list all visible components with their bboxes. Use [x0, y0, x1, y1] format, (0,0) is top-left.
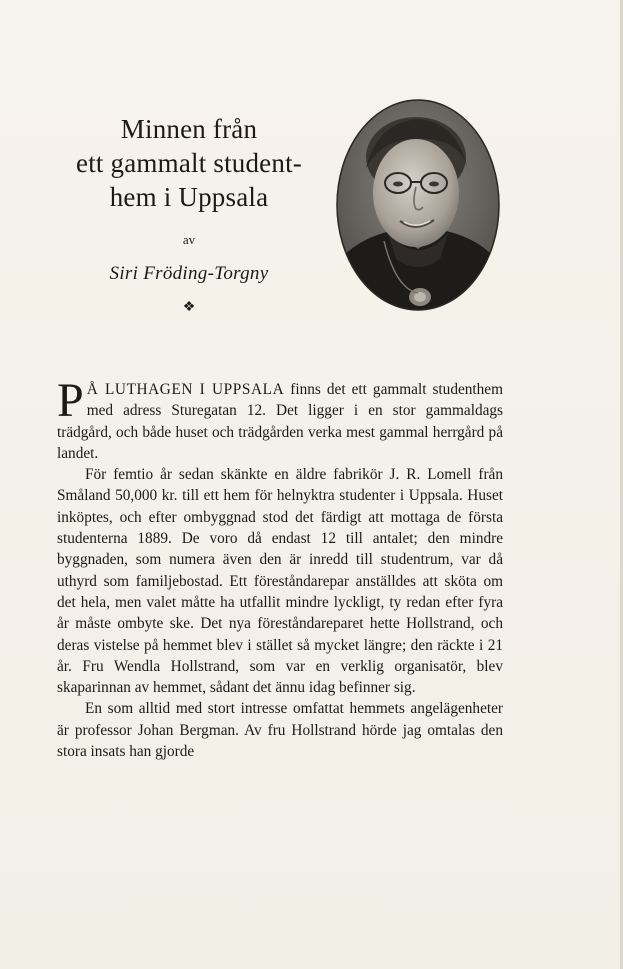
- paragraph-1: [57, 374, 503, 464]
- title-line-3: hem i Uppsala: [109, 182, 269, 212]
- ornament-icon: ❖: [182, 300, 196, 315]
- paragraph-1-text: finns det ett gammalt studenthem med adress Sturegatan 12. Det ligger i en stor gammaldags trädgård, och både huset och trädgården verka mest gammal herrgård på landet.: [57, 381, 503, 462]
- paragraph-2: För femtio år sedan skänkte en äldre fabrikör J. R. Lomell från Småland 50,000 kr. till ett hem för helnyktra studenter i Uppsala. Huset inköptes, och efter ombyggnad stod det färdigt att mottaga de första studenterna 1889. De voro då endast 12 till antalet; den mindre byggnaden, som numera även den är inredd till studentrum, var då uthyrd som familjebostad. Ett föreståndarepar anställdes att sköta om det hela, men valet måtte ha utfallit mindre lyckligt, ty redan efter fyra år måste ombyte ske. Det nya föreståndareparet hette Hollstrand, och deras vistelse på hemmet blev i stället så mycket längre; den räckte i 21 år. Fru Wendla Hollstrand, som var en verklig organisatör, blev skaparinnan av hemmet, sådant det ännu idag befinner sig.: [57, 466, 503, 697]
- title-block: [40, 112, 338, 316]
- dropcap: P: [57, 374, 84, 427]
- title-line-1: Minnen från: [120, 114, 258, 144]
- author-name: Siri Fröding-Torgny: [109, 263, 269, 284]
- byline-av: av: [182, 232, 196, 247]
- opening-caps: Å LUTHAGEN I UPPSALA: [86, 381, 285, 398]
- article-body: [57, 374, 503, 762]
- title-line-2: ett gammalt student-: [76, 148, 302, 178]
- portrait-photo-icon: [336, 99, 500, 311]
- paragraph-3: En som alltid med stort intresse omfattat hemmets angelägenheter är professor Johan Bergman. Av fru Hollstrand hörde jag omtalas den stora insats han gjorde: [57, 700, 503, 761]
